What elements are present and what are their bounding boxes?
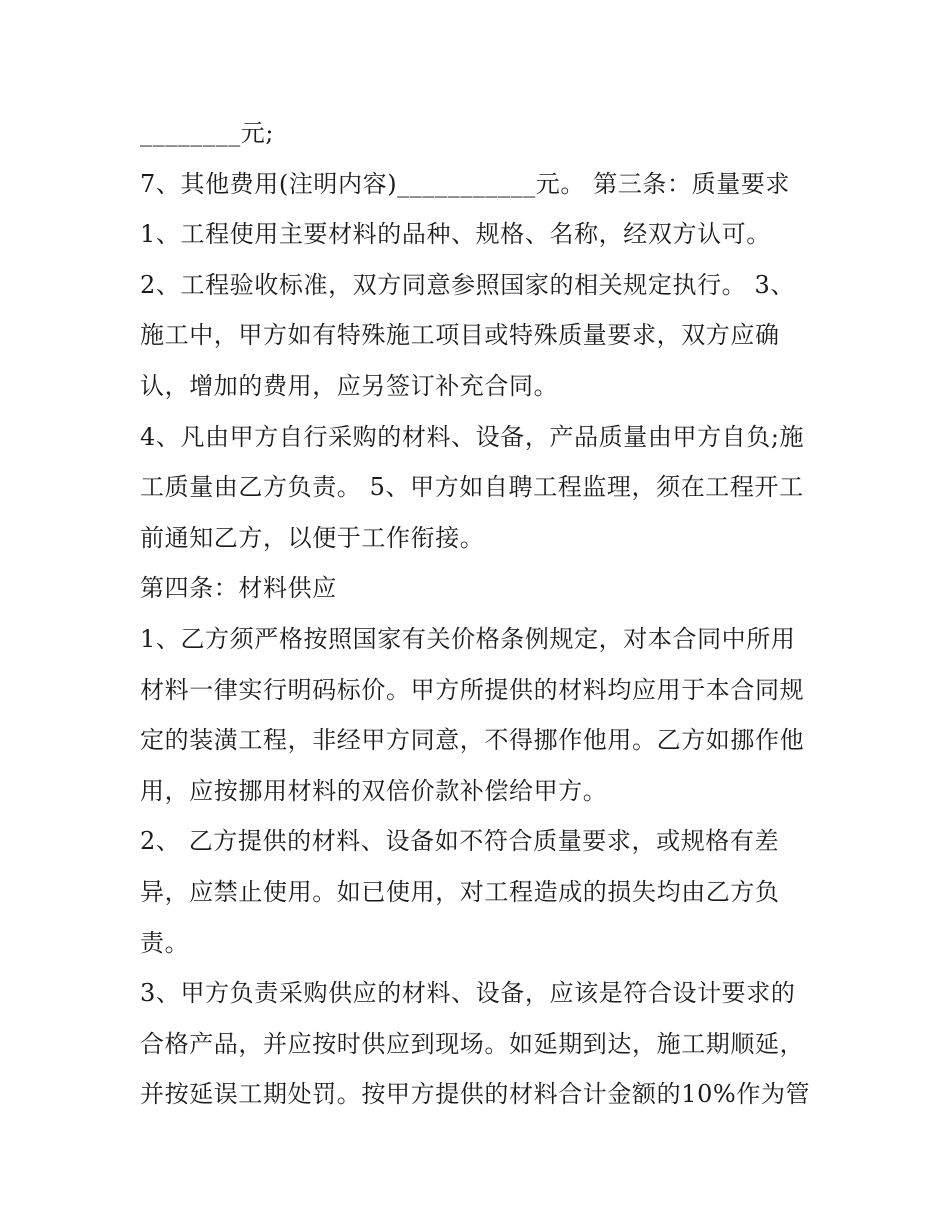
text-line: 1、工程使用主要材料的品种、规格、名称，经双方认可。 — [140, 220, 771, 249]
text-line: 并按延误工期处罚。按甲方提供的材料合计金额的10%作为管 — [140, 1080, 811, 1109]
text-line: 施工中，甲方如有特殊施工项目或特殊质量要求，双方应确 — [140, 321, 780, 350]
text-line: 3、甲方负责采购供应的材料、设备，应该是符合设计要求的 — [140, 979, 796, 1008]
text-line: 定的装潢工程，非经甲方同意，不得挪作他用。乙方如挪作他 — [140, 726, 805, 755]
text-line: 7、其他费用(注明内容)___________元。 第三条：质量要求 — [140, 169, 791, 198]
text-line: 1、乙方须严格按照国家有关价格条例规定，对本合同中所用 — [140, 624, 796, 653]
text-line: 2、工程验收标准，双方同意参照国家的相关规定执行。 3、 — [140, 270, 795, 299]
text-line: 合格产品，并应按时供应到现场。如延期到达，施工期顺延， — [140, 1029, 805, 1058]
section-heading: 第四条：材料供应 — [140, 574, 337, 603]
text-line: 工质量由乙方负责。 5、甲方如自聘工程监理，须在工程开工 — [140, 473, 804, 502]
text-line: 异，应禁止使用。如已使用，对工程造成的损失均由乙方负 — [140, 877, 780, 906]
text-line: ________元; — [140, 119, 275, 147]
text-line: 前通知乙方，以便于工作衔接。 — [140, 523, 485, 552]
text-line: 材料一律实行明码标价。甲方所提供的材料均应用于本合同规 — [140, 675, 805, 704]
text-line: 责。 — [140, 928, 190, 957]
text-line: 2、 乙方提供的材料、设备如不符合质量要求，或规格有差 — [140, 827, 780, 856]
text-line: 4、凡由甲方自行采购的材料、设备，产品质量由甲方自负;施 — [140, 422, 805, 451]
text-line: 用，应按挪用材料的双倍价款补偿给甲方。 — [140, 776, 608, 805]
document-body — [140, 108, 820, 1120]
text-line: 认，增加的费用，应另签订补充合同。 — [140, 371, 559, 400]
